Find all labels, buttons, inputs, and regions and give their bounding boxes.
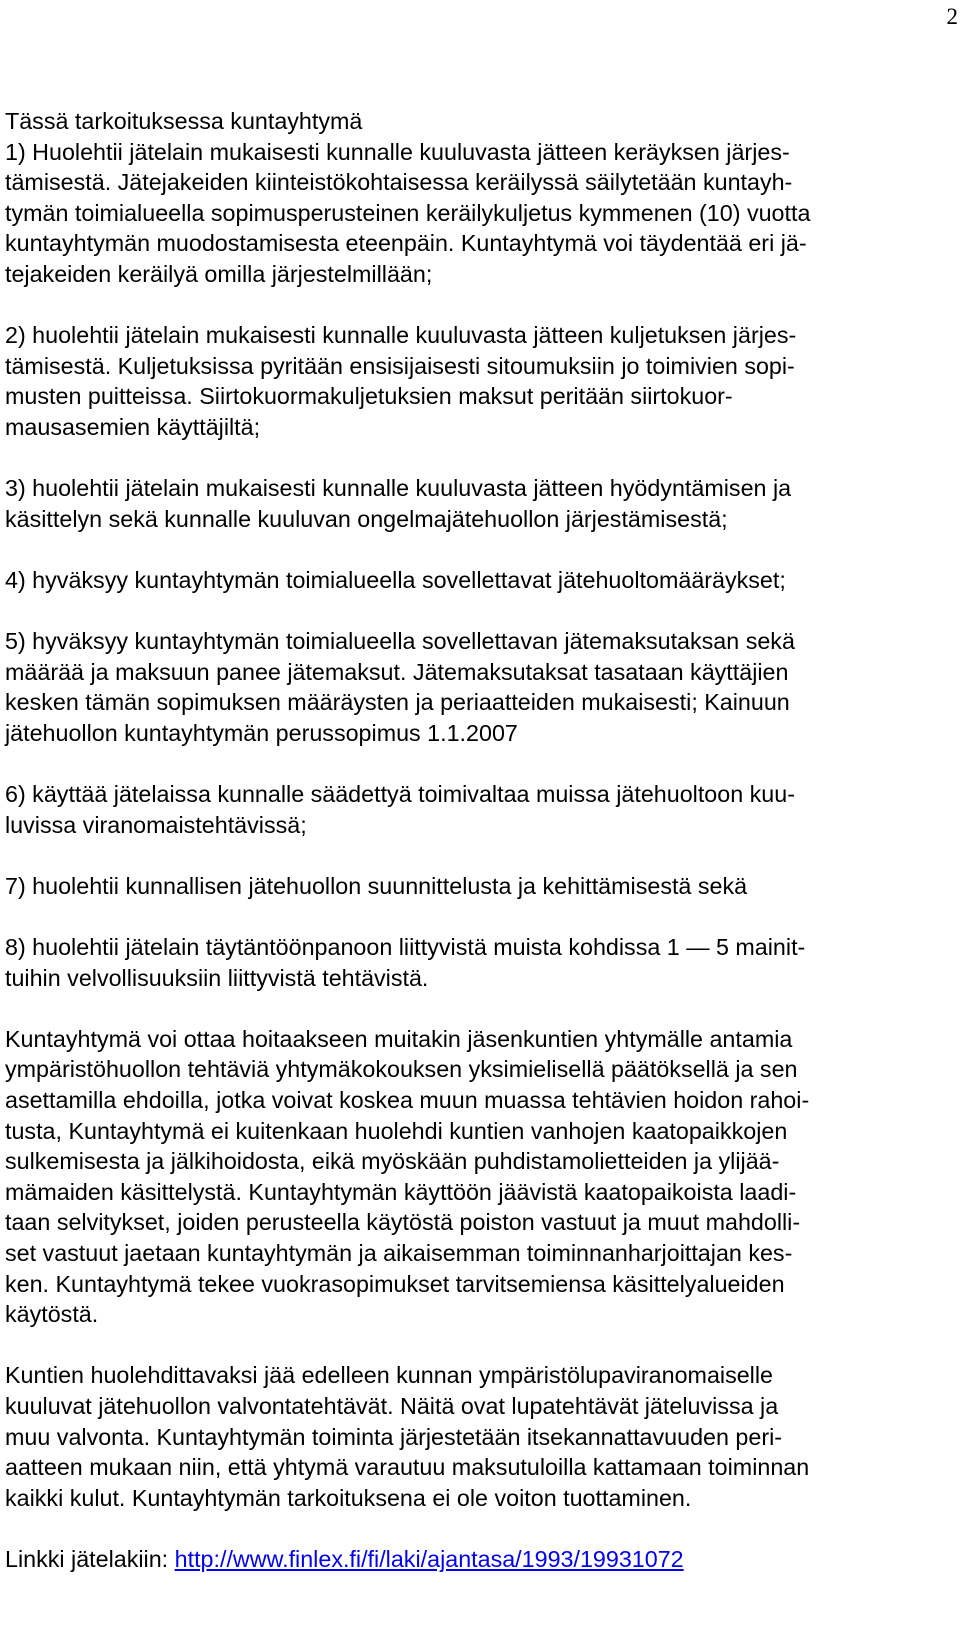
text-line: käytöstä. xyxy=(5,1301,99,1328)
text-line: tusta, Kuntayhtymä ei kuitenkaan huolehdi kuntien vanhojen kaatopaikkojen xyxy=(5,1117,788,1144)
text-line: 5) hyväksyy kuntayhtymän toimialueella sovellettavan jätemaksutaksan sekä xyxy=(5,628,795,655)
text-line: musten puitteissa. Siirtokuormakuljetuksien maksut peritään siirtokuor- xyxy=(5,383,733,410)
text-line: muu valvonta. Kuntayhtymän toiminta järjestetään itsekannattavuuden peri- xyxy=(5,1423,783,1450)
text-line: aatteen mukaan niin, että yhtymä varautuu maksutuloilla kattamaan toiminnan xyxy=(5,1454,810,1481)
paragraph-item-6 xyxy=(5,779,940,840)
text-line: 7) huolehtii kunnallisen jätehuollon suunnittelusta ja kehittämisestä sekä xyxy=(5,872,748,899)
text-line: jätehuollon kuntayhtymän perussopimus 1.1.2007 xyxy=(5,719,518,746)
text-line: tymän toimialueella sopimusperusteinen keräilykuljetus kymmenen (10) vuotta xyxy=(5,199,811,226)
text-line: Kuntayhtymä voi ottaa hoitaakseen muitakin jäsenkuntien yhtymälle antamia xyxy=(5,1025,793,1052)
text-line: 6) käyttää jätelaissa kunnalle säädettyä toimivaltaa muissa jätehuoltoon kuu- xyxy=(5,781,795,808)
text-line: Tässä tarkoituksessa kuntayhtymä xyxy=(5,108,363,134)
text-line: kuntayhtymän muodostamisesta eteenpäin. Kuntayhtymä voi täydentää eri jä- xyxy=(5,230,807,257)
paragraph-item-8 xyxy=(5,932,940,993)
text-line: tejakeiden keräilyä omilla järjestelmillään; xyxy=(5,260,433,287)
text-line: taan selvitykset, joiden perusteella käytöstä poiston vastuut ja muut mahdolli- xyxy=(5,1209,801,1236)
text-line: Kuntien huolehdittavaksi jää edelleen kunnan ympäristölupaviranomaiselle xyxy=(5,1362,773,1389)
text-line: 8) huolehtii jätelain täytäntöönpanoon liittyvistä muista kohdissa 1 — 5 mainit- xyxy=(5,934,806,961)
text-line: kaikki kulut. Kuntayhtymän tarkoituksena ei ole voiton tuottaminen. xyxy=(5,1484,692,1511)
text-line: 1) Huolehtii jätelain mukaisesti kunnalle kuuluvasta jätteen keräyksen järjes- xyxy=(5,138,790,165)
text-line: tämisestä. Jätejakeiden kiinteistökohtaisessa keräilyssä säilytetään kuntayh- xyxy=(5,169,793,196)
text-line: määrää ja maksuun panee jätemaksut. Jätemaksutaksat tasataan käyttäjien xyxy=(5,658,789,685)
paragraph-law-link xyxy=(5,1544,940,1575)
paragraph-purpose-item-1 xyxy=(5,106,940,290)
paragraph-municipal-supervision xyxy=(5,1360,940,1513)
text-line: kuuluvat jätehuollon valvontatehtävät. Näitä ovat lupatehtävät jäteluvissa ja xyxy=(5,1392,779,1419)
text-line: tämisestä. Kuljetuksissa pyritään ensisijaisesti sitoumuksiin jo toimivien sopi- xyxy=(5,352,795,379)
document-body xyxy=(5,106,940,1575)
paragraph-item-7 xyxy=(5,871,940,902)
text-line: 3) huolehtii jätelain mukaisesti kunnalle kuuluvasta jätteen hyödyntämisen ja xyxy=(5,475,792,502)
finlex-law-link[interactable]: http://www.finlex.fi/fi/laki/ajantasa/1993/19931072 xyxy=(174,1545,684,1572)
text-line: 2) huolehtii jätelain mukaisesti kunnalle kuuluvasta jätteen kuljetuksen järjes- xyxy=(5,322,797,349)
text-line: ken. Kuntayhtymä tekee vuokrasopimukset tarvitsemiensa käsittelyalueiden xyxy=(5,1270,785,1297)
link-label: Linkki jätelakiin: xyxy=(5,1545,175,1572)
paragraph-item-5 xyxy=(5,626,940,748)
text-line: kesken tämän sopimuksen määräysten ja periaatteiden mukaisesti; Kainuun xyxy=(5,689,790,716)
text-line: sulkemisesta ja jälkihoidosta, eikä myöskään puhdistamolietteiden ja ylijää- xyxy=(5,1148,780,1175)
page-number: 2 xyxy=(946,4,958,29)
text-line: 4) hyväksyy kuntayhtymän toimialueella sovellettavat jätehuoltomääräykset; xyxy=(5,566,786,593)
text-line: ympäristöhuollon tehtäviä yhtymäkokouksen yksimielisellä päätöksellä ja sen xyxy=(5,1056,798,1083)
paragraph-item-4 xyxy=(5,565,940,596)
text-line: mämaiden käsittelystä. Kuntayhtymän käyttöön jäävistä kaatopaikoista laadi- xyxy=(5,1178,797,1205)
text-line: käsittelyn sekä kunnalle kuuluvan ongelmajätehuollon järjestämisestä; xyxy=(5,505,728,532)
text-line: asettamilla ehdoilla, jotka voivat koskea muun muassa tehtävien hoidon rahoi- xyxy=(5,1087,810,1113)
text-line: set vastuut jaetaan kuntayhtymän ja aikaisemman toiminnanharjoittajan kes- xyxy=(5,1239,793,1266)
text-line: luvissa viranomaistehtävissä; xyxy=(5,811,307,838)
paragraph-item-3 xyxy=(5,473,940,534)
paragraph-item-2 xyxy=(5,320,940,442)
text-line xyxy=(5,1544,940,1575)
text-line: tuihin velvollisuuksiin liittyvistä tehtävistä. xyxy=(5,964,429,991)
paragraph-additional-tasks xyxy=(5,1024,940,1330)
text-line: mausasemien käyttäjiltä; xyxy=(5,413,261,440)
